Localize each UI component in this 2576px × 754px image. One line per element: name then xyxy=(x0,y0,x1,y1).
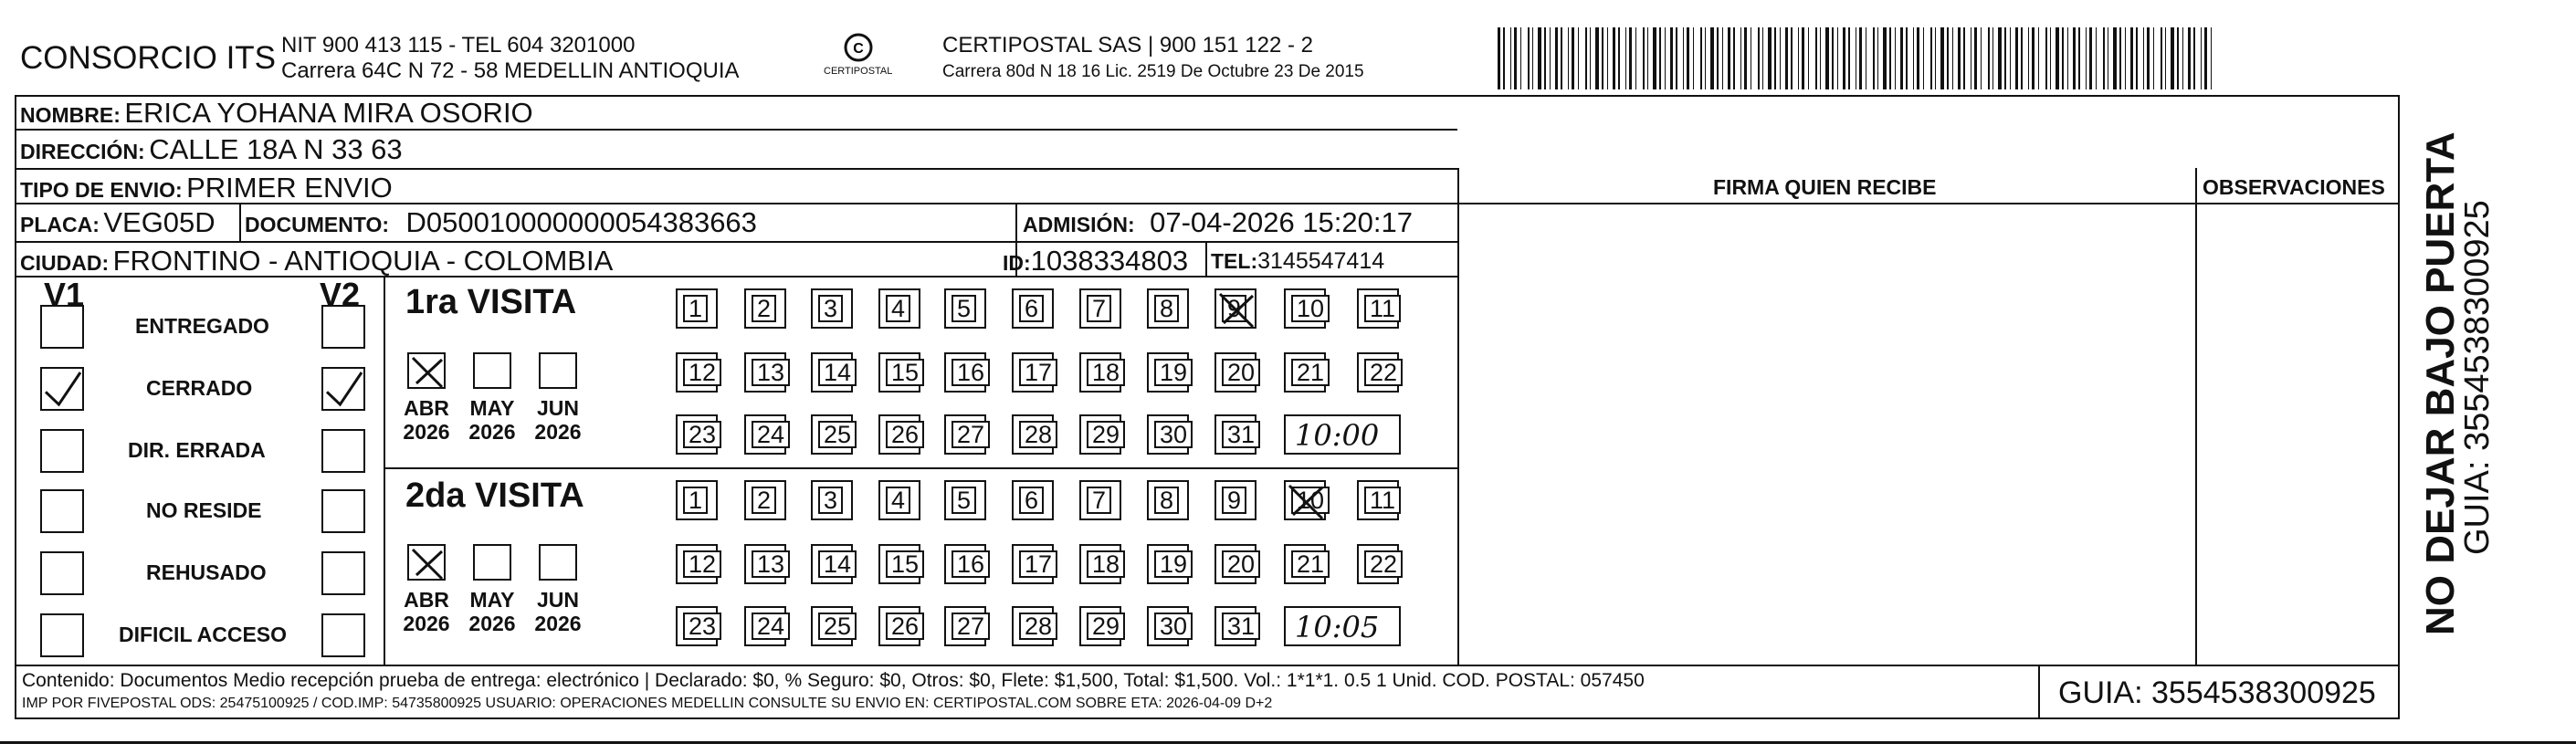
tipo-label: TIPO DE ENVIO: xyxy=(20,178,183,202)
v1-checkbox[interactable] xyxy=(40,305,84,349)
visit1-day-box[interactable] xyxy=(1284,352,1326,393)
id-row xyxy=(1003,245,1188,278)
visit1-day-box[interactable] xyxy=(878,414,920,455)
visit2-day-number: 10 xyxy=(1291,487,1330,514)
v2-checkbox[interactable] xyxy=(321,551,365,595)
visit2-day-box[interactable] xyxy=(811,544,853,584)
visit1-day-number: 17 xyxy=(1019,359,1057,386)
visit1-day-number: 15 xyxy=(886,359,924,386)
tipo-row xyxy=(20,172,393,204)
carrier-name: CERTIPOSTAL SAS | 900 151 122 - 2 xyxy=(942,33,1313,58)
visit1-day-number: 9 xyxy=(1222,295,1246,322)
visit2-day-number: 15 xyxy=(886,550,924,578)
visit1-day-number: 8 xyxy=(1154,295,1179,322)
v1-checkbox[interactable] xyxy=(40,429,84,473)
visit1-day-number: 4 xyxy=(886,295,910,322)
side-guia: GUIA: 3554538300925 xyxy=(2458,200,2497,555)
visit1-day-box[interactable] xyxy=(944,414,986,455)
visit1-day-number: 29 xyxy=(1087,421,1125,448)
visit2-day-number: 13 xyxy=(752,550,790,578)
placa-value: VEG05D xyxy=(103,206,216,238)
visit2-day-box[interactable] xyxy=(1012,480,1054,520)
visit2-day-box[interactable] xyxy=(1147,606,1189,646)
nombre-value: ERICA YOHANA MIRA OSORIO xyxy=(124,97,533,129)
visit2-day-box[interactable] xyxy=(1357,544,1399,584)
side-warning: NO DEJAR BAJO PUERTA xyxy=(2418,131,2463,635)
visit1-day-number: 3 xyxy=(818,295,843,322)
visit1-day-number: 24 xyxy=(752,421,790,448)
visit2-month-box-abr[interactable] xyxy=(407,544,446,581)
placa-row xyxy=(20,206,216,239)
visit1-day-number: 28 xyxy=(1019,421,1057,448)
visit1-day-number: 21 xyxy=(1291,359,1330,386)
visit1-time-text: 10:00 xyxy=(1295,418,1380,453)
visit2-day-box[interactable] xyxy=(1147,544,1189,584)
visit1-month-box-may[interactable] xyxy=(473,352,511,389)
admision-label: ADMISIÓN: xyxy=(1023,213,1135,236)
visit2-month-label: ABR 2026 xyxy=(403,588,450,635)
visit2-day-box[interactable] xyxy=(1214,606,1256,646)
visit2-day-number: 5 xyxy=(952,487,976,514)
admision-row xyxy=(1023,206,1413,239)
v2-header: V2 xyxy=(320,276,361,313)
visit1-day-box[interactable] xyxy=(676,414,718,455)
visit1-day-number: 6 xyxy=(1019,295,1044,322)
visit2-day-box[interactable] xyxy=(1079,480,1121,520)
visit1-day-number: 11 xyxy=(1364,295,1401,322)
v2-checkbox[interactable] xyxy=(321,489,365,533)
visit2-title: 2da VISITA xyxy=(405,476,584,515)
visit2-day-number: 2 xyxy=(752,487,776,514)
visit1-day-box[interactable] xyxy=(878,352,920,393)
visit1-day-box[interactable] xyxy=(878,288,920,329)
visit1-day-number: 16 xyxy=(952,359,990,386)
visit2-day-number: 9 xyxy=(1222,487,1246,514)
id-label: ID: xyxy=(1003,251,1031,275)
ciudad-row xyxy=(20,245,613,278)
admision-value: 07-04-2026 15:20:17 xyxy=(1150,206,1413,238)
carrier-license: Carrera 80d N 18 16 Lic. 2519 De Octubre 23 De 2015 xyxy=(942,62,1364,81)
footer-line1: Contenido: Documentos Medio recepción prueba de entrega: electrónico | Declarado: $0, % Seguro: $0, Otros: $0, Flete: $1,500, Total: $1,500. Vol.: 1*1*1. 0.5 1 Unid. COD. POSTAL: 057450 xyxy=(22,670,1645,691)
visit2-day-number: 16 xyxy=(952,550,990,578)
visit1-day-box[interactable] xyxy=(944,352,986,393)
visit1-month-label: JUN 2026 xyxy=(534,396,582,444)
visit2-time-box[interactable] xyxy=(1284,606,1401,646)
visit2-day-box[interactable] xyxy=(878,544,920,584)
visit1-day-box[interactable] xyxy=(944,288,986,329)
visit2-day-box[interactable] xyxy=(878,606,920,646)
visit1-month-label: MAY 2026 xyxy=(468,396,516,444)
visit2-day-number: 24 xyxy=(752,613,790,640)
visit2-day-box[interactable] xyxy=(676,544,718,584)
visit2-day-number: 26 xyxy=(886,613,924,640)
visit2-day-number: 8 xyxy=(1154,487,1179,514)
nombre-label: NOMBRE: xyxy=(20,103,121,127)
id-value: 1038334803 xyxy=(1030,245,1189,277)
visit1-day-box[interactable] xyxy=(1284,288,1326,329)
status-option-label: DIFICIL ACCESO xyxy=(119,623,288,646)
visit1-day-box[interactable] xyxy=(1214,414,1256,455)
visit1-day-box[interactable] xyxy=(1079,352,1121,393)
visit2-day-box[interactable] xyxy=(676,606,718,646)
visit1-day-number: 23 xyxy=(683,421,721,448)
visit2-day-number: 7 xyxy=(1087,487,1111,514)
status-option-label: NO RESIDE xyxy=(146,498,262,522)
visit1-day-box[interactable] xyxy=(676,352,718,393)
visit2-day-box[interactable] xyxy=(1079,544,1121,584)
visit1-day-box[interactable] xyxy=(1079,414,1121,455)
visit2-day-number: 17 xyxy=(1019,550,1057,578)
visit2-month-label: JUN 2026 xyxy=(534,588,582,635)
visit2-day-box[interactable] xyxy=(1214,544,1256,584)
visit2-day-number: 23 xyxy=(683,613,721,640)
visit1-day-box[interactable] xyxy=(744,352,786,393)
status-option-label: REHUSADO xyxy=(146,560,267,584)
visit2-day-box[interactable] xyxy=(1012,606,1054,646)
visit1-day-box[interactable] xyxy=(744,288,786,329)
v2-checkbox[interactable] xyxy=(321,613,365,657)
v1-checkbox[interactable] xyxy=(40,613,84,657)
visit2-day-number: 20 xyxy=(1222,550,1260,578)
logo-text: CERTIPOSTAL xyxy=(824,66,893,77)
visit1-month-label: ABR 2026 xyxy=(403,396,450,444)
tel-label: TEL: xyxy=(1211,249,1258,273)
visit1-day-box[interactable] xyxy=(1147,288,1189,329)
status-option-label: CERRADO xyxy=(146,376,253,400)
barcode-icon xyxy=(1498,27,2219,89)
v2-checkbox[interactable] xyxy=(321,429,365,473)
visit2-day-box[interactable] xyxy=(744,606,786,646)
visit1-day-box[interactable] xyxy=(1012,288,1054,329)
visit2-day-number: 22 xyxy=(1364,550,1403,578)
visit1-day-box[interactable] xyxy=(811,288,853,329)
footer-guia: GUIA: 3554538300925 xyxy=(2058,675,2376,710)
company-nit: NIT 900 413 115 - TEL 604 3201000 xyxy=(281,33,636,58)
visit2-day-number: 1 xyxy=(683,487,708,514)
status-option-label: ENTREGADO xyxy=(135,314,269,338)
visit1-day-box[interactable] xyxy=(1012,414,1054,455)
visit2-day-box[interactable] xyxy=(944,544,986,584)
visit2-day-number: 30 xyxy=(1154,613,1193,640)
firma-header: FIRMA QUIEN RECIBE xyxy=(1713,175,1937,199)
observaciones-area[interactable] xyxy=(2199,204,2398,663)
visit2-day-box[interactable] xyxy=(1214,480,1256,520)
visit1-day-number: 30 xyxy=(1154,421,1193,448)
firma-area[interactable] xyxy=(1461,204,2193,663)
visit1-day-box[interactable] xyxy=(1357,288,1399,329)
visit2-day-number: 25 xyxy=(818,613,857,640)
visit1-day-number: 20 xyxy=(1222,359,1260,386)
company-address: Carrera 64C N 72 - 58 MEDELLIN ANTIOQUIA xyxy=(281,58,740,83)
visit2-day-box[interactable] xyxy=(1284,544,1326,584)
visit2-month-box-jun[interactable] xyxy=(539,544,577,581)
visit2-day-box[interactable] xyxy=(1012,544,1054,584)
visit1-day-number: 14 xyxy=(818,359,857,386)
visit1-day-box[interactable] xyxy=(1079,288,1121,329)
visit1-day-number: 19 xyxy=(1154,359,1193,386)
visit1-day-number: 12 xyxy=(683,359,721,386)
status-option-label: DIR. ERRADA xyxy=(128,438,266,462)
visit1-day-number: 10 xyxy=(1291,295,1330,322)
footer-line2: IMP POR FIVEPOSTAL ODS: 25475100925 / COD.IMP: 54735800925 USUARIO: OPERACIONES MEDELLIN CONSULTE SU ENVIO EN: CERTIPOSTAL.COM SOBRE ETA: 2026-04-09 D+2 xyxy=(22,696,1273,711)
visit2-day-number: 19 xyxy=(1154,550,1193,578)
visit2-day-box[interactable] xyxy=(878,480,920,520)
nombre-row xyxy=(20,97,533,130)
visit2-day-number: 28 xyxy=(1019,613,1057,640)
placa-label: PLACA: xyxy=(20,213,100,236)
visit2-day-number: 27 xyxy=(952,613,990,640)
visit2-time-text: 10:05 xyxy=(1295,610,1380,644)
visit2-day-box[interactable] xyxy=(811,480,853,520)
visit2-day-box[interactable] xyxy=(676,480,718,520)
visit2-day-number: 12 xyxy=(683,550,721,578)
visit2-day-number: 11 xyxy=(1364,487,1401,514)
tel-row xyxy=(1211,248,1384,275)
visit2-day-number: 3 xyxy=(818,487,843,514)
visit1-day-box[interactable] xyxy=(676,288,718,329)
visit2-day-number: 21 xyxy=(1291,550,1330,578)
visit2-day-mark-icon xyxy=(1286,482,1328,522)
visit1-month-box-abr[interactable] xyxy=(407,352,446,389)
visit2-day-number: 18 xyxy=(1087,550,1125,578)
visit2-day-box[interactable] xyxy=(1357,480,1399,520)
direccion-row xyxy=(20,133,403,166)
documento-label: DOCUMENTO: xyxy=(245,213,390,236)
observaciones-header: OBSERVACIONES xyxy=(2203,175,2385,199)
visit2-day-box[interactable] xyxy=(1079,606,1121,646)
visit2-day-box[interactable] xyxy=(1147,480,1189,520)
visit1-day-number: 31 xyxy=(1222,421,1260,448)
visit2-day-box[interactable] xyxy=(1284,480,1326,520)
tipo-value: PRIMER ENVIO xyxy=(186,172,393,204)
v1-checkbox[interactable] xyxy=(40,367,84,411)
visit1-time-box[interactable] xyxy=(1284,414,1401,455)
visit1-day-number: 1 xyxy=(683,295,708,322)
visit2-day-box[interactable] xyxy=(811,606,853,646)
visit1-day-box[interactable] xyxy=(1357,352,1399,393)
visit1-day-number: 26 xyxy=(886,421,924,448)
barcode xyxy=(1498,27,2219,89)
visit1-day-box[interactable] xyxy=(1012,352,1054,393)
visit1-day-number: 27 xyxy=(952,421,990,448)
visit1-day-number: 13 xyxy=(752,359,790,386)
visit2-day-box[interactable] xyxy=(944,480,986,520)
visit1-day-number: 7 xyxy=(1087,295,1111,322)
certipostal-logo xyxy=(822,29,895,84)
documento-value: D050010000000054383663 xyxy=(405,206,757,238)
visit1-month-box-jun[interactable] xyxy=(539,352,577,389)
visit1-day-number: 5 xyxy=(952,295,976,322)
visit1-day-box[interactable] xyxy=(744,414,786,455)
visit2-day-number: 14 xyxy=(818,550,857,578)
direccion-value: CALLE 18A N 33 63 xyxy=(149,133,403,165)
documento-row xyxy=(245,206,757,239)
ciudad-label: CIUDAD: xyxy=(20,251,110,275)
direccion-label: DIRECCIÓN: xyxy=(20,140,145,163)
company-name: CONSORCIO ITS xyxy=(20,40,277,76)
v1-header: V1 xyxy=(44,276,85,313)
visit1-day-number: 18 xyxy=(1087,359,1125,386)
visit1-day-box[interactable] xyxy=(1214,352,1256,393)
v1-checkbox[interactable] xyxy=(40,551,84,595)
visit2-month-box-may[interactable] xyxy=(473,544,511,581)
visit1-day-number: 2 xyxy=(752,295,776,322)
visit1-day-box[interactable] xyxy=(1147,414,1189,455)
v1-checkbox[interactable] xyxy=(40,489,84,533)
visit2-month-label: MAY 2026 xyxy=(468,588,516,635)
ciudad-value: FRONTINO - ANTIOQUIA - COLOMBIA xyxy=(112,245,614,277)
v2-checkbox[interactable] xyxy=(321,305,365,349)
visit2-day-box[interactable] xyxy=(944,606,986,646)
visit1-day-box[interactable] xyxy=(1147,352,1189,393)
tel-value: 3145547414 xyxy=(1257,248,1385,274)
visit1-day-number: 22 xyxy=(1364,359,1403,386)
visit2-day-number: 6 xyxy=(1019,487,1044,514)
visit1-title: 1ra VISITA xyxy=(405,283,577,321)
visit1-day-box[interactable] xyxy=(811,352,853,393)
visit2-day-box[interactable] xyxy=(744,544,786,584)
svg-text:C: C xyxy=(853,41,864,57)
visit1-day-mark-icon xyxy=(1216,290,1258,330)
visit2-day-number: 31 xyxy=(1222,613,1260,640)
visit2-day-number: 29 xyxy=(1087,613,1125,640)
visit1-day-box[interactable] xyxy=(1214,288,1256,329)
visit1-day-number: 25 xyxy=(818,421,857,448)
v2-checkbox[interactable] xyxy=(321,367,365,411)
visit2-day-box[interactable] xyxy=(744,480,786,520)
visit2-day-number: 4 xyxy=(886,487,910,514)
visit1-day-box[interactable] xyxy=(811,414,853,455)
